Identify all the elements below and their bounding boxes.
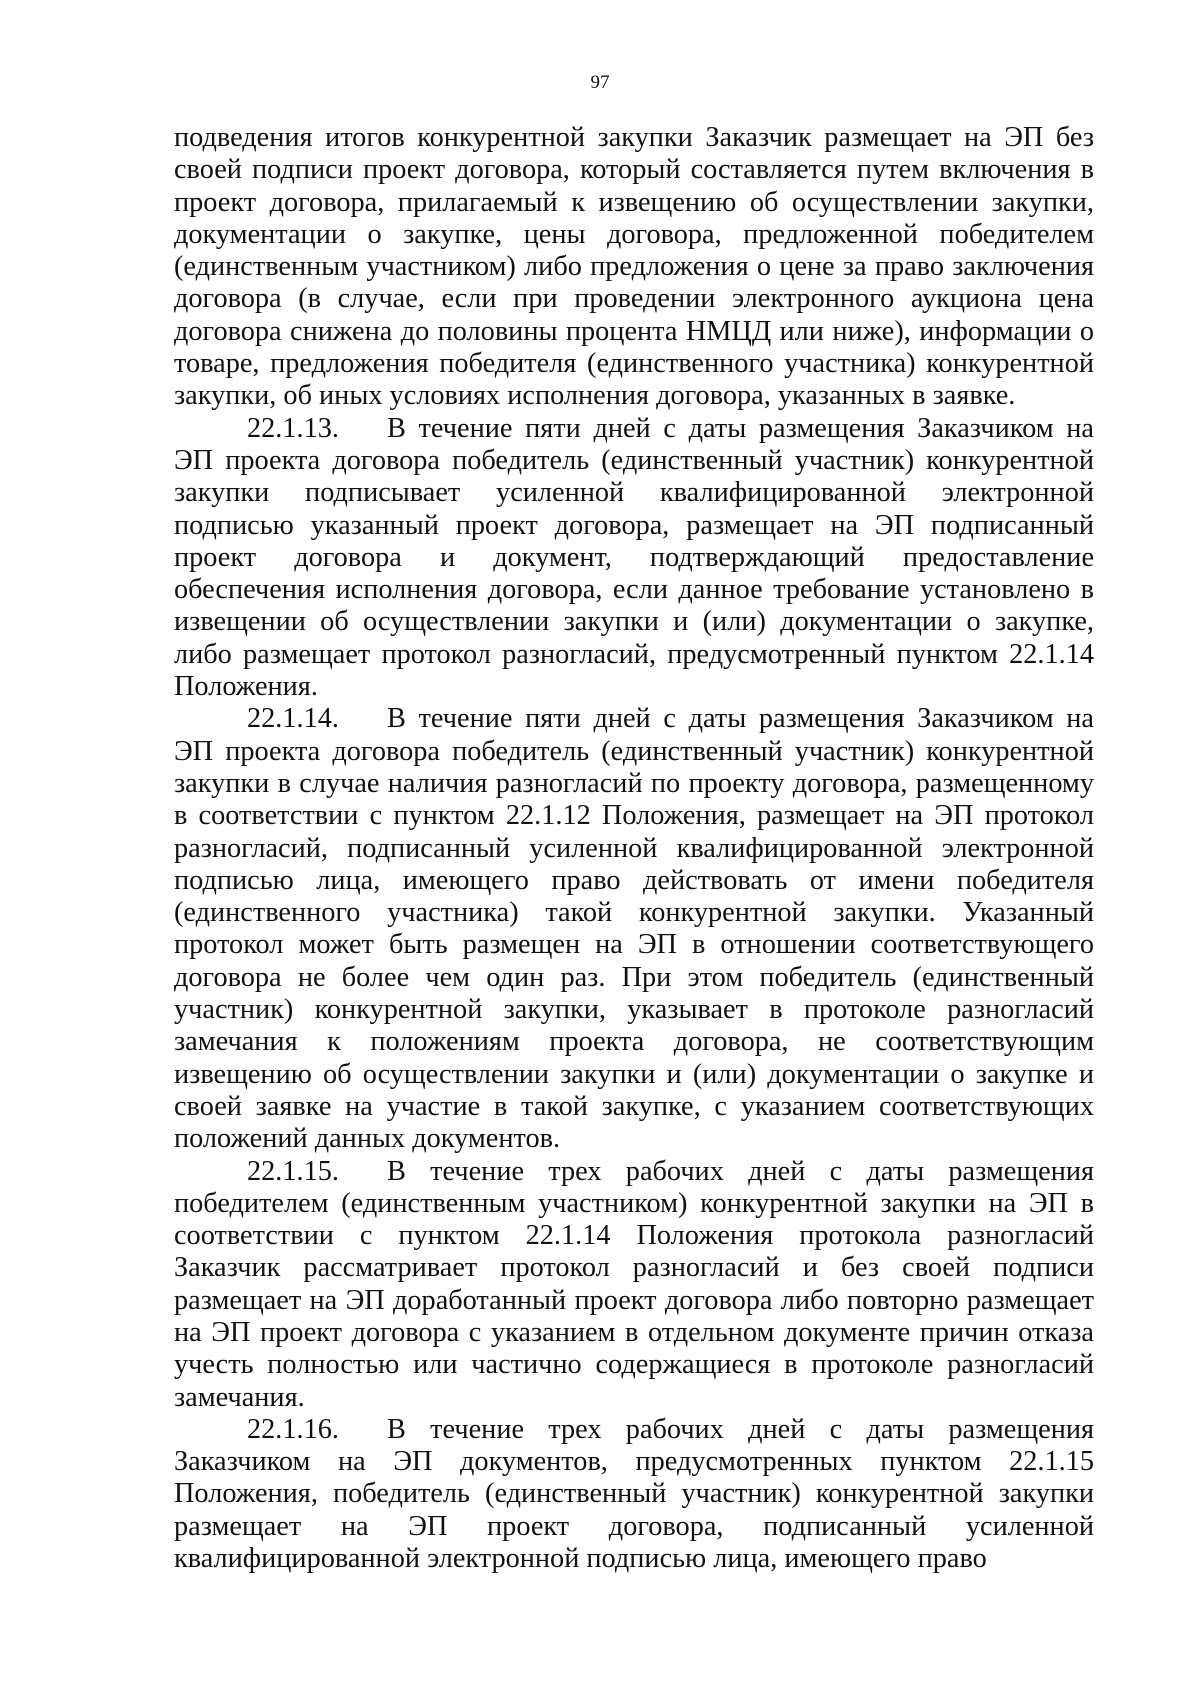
- clause-22-1-13: [174, 413, 1094, 704]
- clause-text: В течение пяти дней с даты размещения Заказчиком на ЭП проекта договора победитель (единственный участник) конкурентной закупки подписывает усиленной квалифицированной электронной подписью указанный проект договора, размещает на ЭП подписанный проект договора и документ, подтверждающий предоставление обеспечения исполнения договора, если данное требование установлено в извещении об осуществлении закупки и (или) документации о закупке, либо размещает протокол разногласий, предусмотренный пунктом 22.1.14 Положения.: [174, 412, 1094, 703]
- clause-number: 22.1.15.: [247, 1155, 339, 1187]
- clause-22-1-15: [174, 1156, 1094, 1414]
- clause-text: В течение трех рабочих дней с даты размещения победителем (единственным участником) конкурентной закупки на ЭП в соответствии с пунктом 22.1.14 Положения протокола разногласий Заказчик рассматривает протокол разногласий и без своей подписи размещает на ЭП доработанный проект договора либо повторно размещает на ЭП проект договора с указанием в отдельном документе причин отказа учесть полностью или частично содержащиеся в протоколе разногласий замечания.: [174, 1155, 1094, 1413]
- clause-number: 22.1.16.: [247, 1413, 339, 1445]
- paragraph-text: подведения итогов конкурентной закупки Заказчик размещает на ЭП без своей подписи проект договора, который составляется путем включения в проект договора, прилагаемый к извещению об осуществлении закупки, документации о закупке, цены договора, предложенной победителем (единственным участником) либо предложения о цене за право заключения договора (в случае, если при проведении электронного аукциона цена договора снижена до половины процента НМЦД или ниже), информации о товаре, предложения победителя (единственного участника) конкурентной закупки, об иных условиях исполнения договора, указанных в заявке.: [174, 122, 1094, 412]
- paragraph-continuation: [174, 122, 1094, 413]
- document-body: [174, 122, 1094, 1575]
- clause-number: 22.1.14.: [247, 703, 339, 735]
- page-number: 97: [590, 72, 610, 93]
- clause-text: В течение пяти дней с даты размещения Заказчиком на ЭП проекта договора победитель (единственный участник) конкурентной закупки в случае наличия разногласий по проекту договора, размещенному в соответствии с пунктом 22.1.12 Положения, размещает на ЭП протокол разногласий, подписанный усиленной квалифицированной электронной подписью лица, имеющего право действовать от имени победителя (единственного участника) такой конкурентной закупки. Указанный протокол может быть размещен на ЭП в отношении соответствующего договора не более чем один раз. При этом победитель (единственный участник) конкурентной закупки, указывает в протоколе разногласий замечания к положениям проекта договора, не соответствующим извещению об осуществлении закупки и (или) документации о закупке и своей заявке на участие в такой закупке, с указанием соответствующих положений данных документов.: [174, 703, 1094, 1155]
- clause-22-1-16: [174, 1414, 1094, 1575]
- clause-22-1-14: [174, 703, 1094, 1155]
- clause-text: В течение трех рабочих дней с даты размещения Заказчиком на ЭП документов, предусмотренных пунктом 22.1.15 Положения, победитель (единственный участник) конкурентной закупки размещает на ЭП проект договора, подписанный усиленной квалифицированной электронной подписью лица, имеющего право: [174, 1413, 1094, 1575]
- clause-number: 22.1.13.: [247, 412, 339, 444]
